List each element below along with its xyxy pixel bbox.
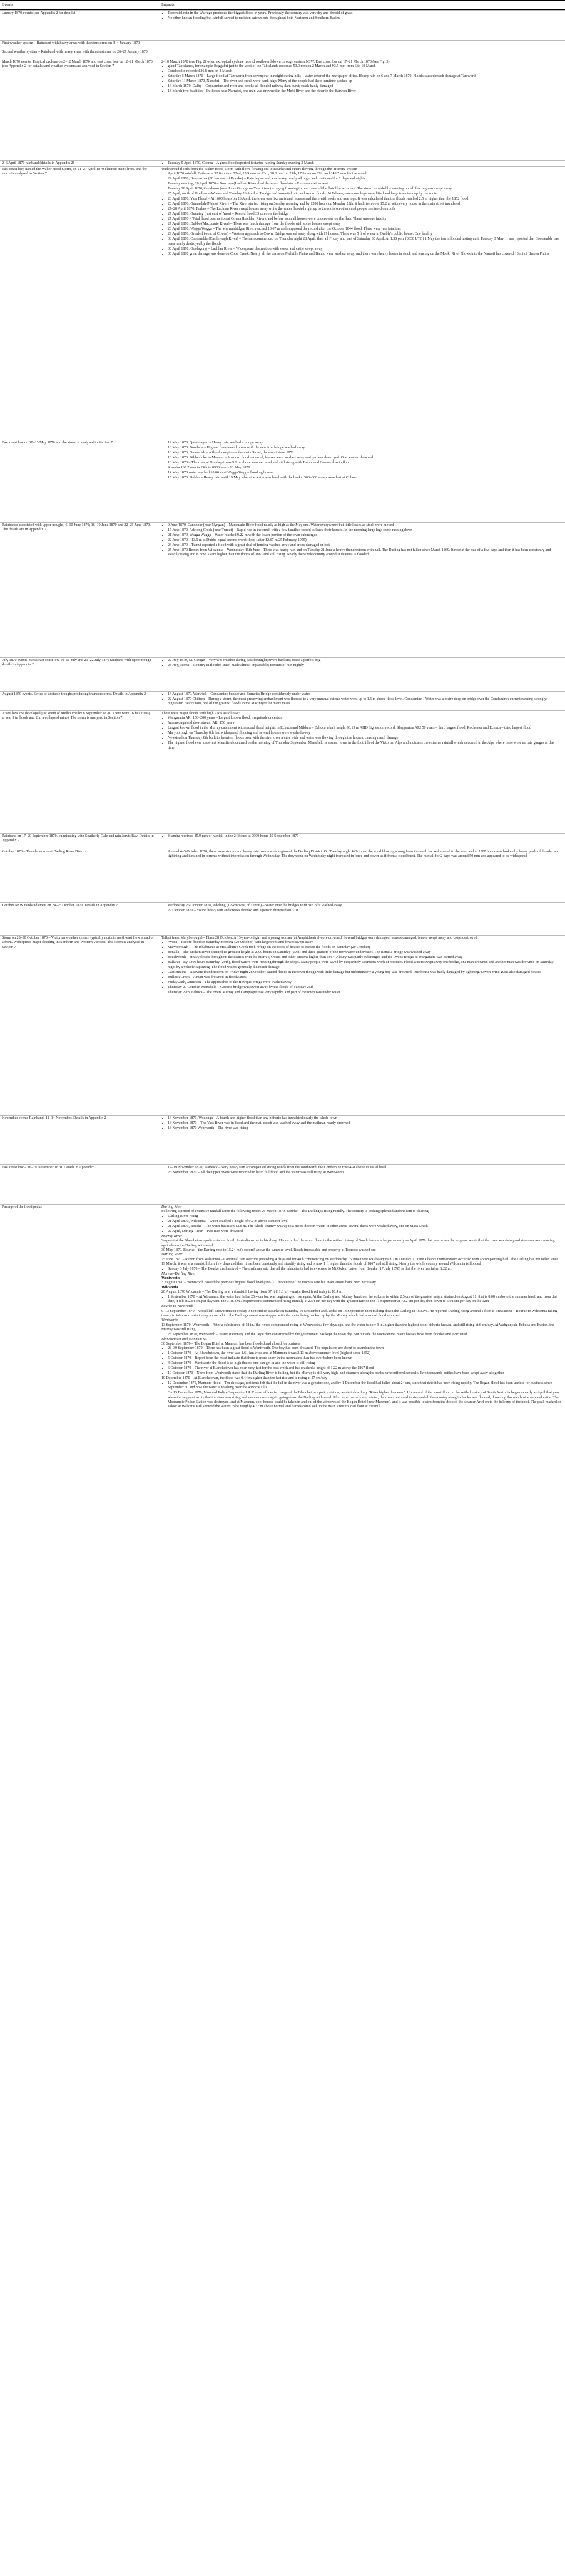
section-subheading: Bourke to Wentworth — [161, 1305, 193, 1309]
impacts-cell — [161, 11, 562, 21]
impact-item: • On 13 December 1870, Mounted Police Sergeant – J.R. Evens, officer in charge of the Blanchetown police station, wrote in his diary "River higher than ever". His record of the worst flood in the settled history of South Australia began as early as April that year when the sergeant wrote that the river was rising and steamers were again going down the Darling with wool. After an extremely wet winter, the river continued to rise and all the country along its banks was flooded, drowning thousands of sheep and cattle. The Moorundie Police Station was destroyed, and at Mannum, cool houses could be taken in and out of the windows of the Bogan Hotel (near Mannum), and it was possible to step from the deck of the steamer Ariel on to the balcony of the hotel. The peak marked on a door at Walker's Mill showed the waters to be roughly 4.37 m above normal and barges could sail up the main street to load flour at the mill — [168, 1391, 562, 1410]
impact-item: • 17 June 1870, Adelong Creek (near Tumut) – Rapid rise in the creek with a few families forced to leave their houses. In the morning large logs came rushing down — [168, 528, 562, 533]
impact-paragraph: 30 September 1870 – The Bogan Hotel at Mannum has been flooded and closed for business — [161, 1341, 301, 1346]
impact-item: • Condobolin recorded 36.8 mm on 8 March — [168, 69, 562, 74]
impact-item: • 12 December 1870, Mannum flood – Ten days ago, residents felt that the fall in the river was a genuine one, and by 1 December the flood had fallen about 24 cm, since that date it has been rising rapidly. The Bogan Hotel has been useless for business since September 30 and now the water is washing over the window sills — [168, 1381, 562, 1391]
impact-item: • 6 October 1870 – The river at Blanchetown has risen very fast for the past week and has reached a height of 1.22 m above the 1867 flood — [168, 1366, 562, 1371]
event-cell: August 1870 events. Series of unstable troughs producing thunderstorms. Details in Appendix 2 — [2, 692, 146, 696]
impact-list — [161, 834, 562, 839]
impact-item: • Torrential rain in the Warrego produced the biggest flood in years. Previously the country was very dry and devoid of grass — [168, 11, 562, 16]
impact-item: • Kiandra received 85.9 mm of rainfall in the 24 hours to 0900 hours 20 September 1870 — [168, 834, 562, 839]
impact-paragraph: 3 August 1870 – Wentworth passed the previous highest flood level (1867). The centre of the town is safe but evacuations have been necessary — [161, 1281, 376, 1285]
impact-item: • 21 April 1870, Bourke – The water has risen 12.8 m. The whole country was up to a metre deep in water. In other areas, several dams were washed away, one on Mara Creek — [168, 1225, 562, 1229]
impacts-cell — [161, 523, 562, 558]
impact-item: • Wangaratta ARI 150–200 years – Largest known flood, magnitude uncertain — [168, 716, 562, 720]
impact-paragraph: 9–13 September 1870 – Vessel left Brewarrina on Friday 9 September, Bourke on Saturday 10 September and Jandra on 13 September, then making down the Darling in 16 days. He reported Darling rising around 1 ft or at Brewarrina – Bourke to Wilcannia falling – thence to Wentworth stationary above which the Darling current was stopped with the water being backed up by the Murray which had a record flood reported — [161, 1309, 561, 1318]
impact-item: • 14 May 1870 water reached 10.06 m at Wagga Wagga flooding houses — [168, 471, 562, 475]
impacts-cell — [161, 168, 562, 257]
event-cell: Passage of the flood peaks — [2, 1205, 42, 1209]
impact-item: • 25 April, north of Goulburn–Wheeo and Tuesday 26 April at Taralga had torrential rain and record floods. At Wheeo, enormous logs were lifted and huge trees torn up by the roots — [168, 192, 562, 196]
impact-list — [161, 1333, 562, 1337]
impact-item: • 9 June 1870, Canonbar (near Nyngan) – Macquarie River flood nearly as high as the May one. Water everywhere but little losses as stock were moved — [168, 523, 562, 528]
impact-list — [161, 1295, 562, 1305]
impact-item: • 26 April 1870, Yass Flood – At 1600 hours on 26 April, the town was like an island, houses and there with roofs and tree tops. It was calculated that the floods reached 2.5 m higher than the 1852 flood — [168, 197, 562, 201]
row-divider — [0, 40, 565, 41]
impact-list — [161, 716, 562, 750]
impact-item: • 16 November 1870 – The Yass River was in flood and the mail coach was washed away and the mailman nearly drowned — [168, 1121, 562, 1126]
impact-item: • 19 October 1870 – News from Wentworth states that the Darling River is falling, but the Murray is still very high, and steamers along the banks have suffered severely. Two thousands bottles have been swept away altogether — [168, 1371, 562, 1376]
impact-item: • Newstead on Thursday 8th built its heaviest floods over with the river over a mile wide and water was flowing through the houses, causing much damage — [168, 736, 562, 740]
impact-item: • 21 June 1870, Wagga Wagga – Water reached 9.22 m with the lower portion of the town submerged — [168, 533, 562, 538]
impacts-cell — [161, 834, 562, 839]
impact-item: • 22 April 1870, Bewrarrina (98 km east of Bourke) – Rain began and was heavy nearly all night and continued for 2 days and nights — [168, 177, 562, 181]
place-heading: Wentworth — [161, 1276, 180, 1281]
section-subheading: Murray–Darling River — [161, 1271, 196, 1276]
event-cell: January 1870 events (see Appendix 2 for details) — [2, 11, 76, 15]
event-cell: A 986 hPa low developed just south of Melbourne by 8 September 1870. There were 16 fatalities (7 at sea, 9 in floods and 2 in a collapsed mine). The storm is analysed in Section 7 — [2, 712, 152, 720]
impact-paragraph: 2–10 March 1870 (see Fig. 2) when extropical cyclone moved southward down through eastern NSW. East coast low on 17–21 March 1870 (see Fig. 3) — [161, 60, 390, 64]
impact-item: • Saturday 5 March 1870 – Large flood at Tamworth from downpour in neighbouring hills – water entered the newspaper office. Heavy rain on 6 and 7 March 1870. Floods caused much damage at Tamworth — [168, 74, 562, 79]
impact-list — [161, 11, 562, 21]
impact-item: • 30 April 1870, Coonamble (Castlereagh River) – The rain commenced on Thursday night 28 April, then all Friday and part of Saturday 30 April. At 1.30 p.m. (0330 UTC) 1 May the town flooded lasting until Tuesday 3 May. It was reported that Coonamble has been nearly destroyed by the floods — [168, 237, 562, 246]
impact-item: • 14 March 1870, Dalby – Condamine and river and creeks all flooded railway dam burst; roads badly damaged — [168, 84, 562, 89]
event-cell: July 1870 events. Weak east coast low 10–16 July and 21–22 July 1870 rainband with upper trough details in Appendix 2 — [2, 659, 151, 667]
impacts-cell — [161, 441, 562, 481]
event-cell: Storm on 28–30 October 1870 – Victorian weather system typically north to north-east flow ahead of a front. Widespread major flooding in Northern and Western Victoria. The storm is analysed in Section 7 — [2, 936, 154, 949]
impact-list — [161, 1166, 562, 1175]
row-divider — [0, 166, 565, 167]
impact-item: • 27 April 1870, Gunning (just east of Yass) – Record flood 33 cm over the bridge — [168, 212, 562, 216]
impact-paragraph: Following a period of extensive rainfall came the following report 26 March 1870, Bourke – The Darling is rising rapidly. The country is looking splendid and the rain is clearing — [161, 1210, 429, 1214]
impact-item: • 25 June 1870 Report from Wilcannia – Wednesday 15th June – There was heavy rain and on Tuesday 21 June a heavy thunderstorm with hail. The Darling has not fallen since March 1869. It rose at the rate of a few days and then it has been constantly and steadily rising and is now 33 cm higher than the floods of 1867 and still rising. Nearly the whole country around Wilcannia is flooded — [168, 548, 562, 558]
impact-item: • Tuesday 5 April 1870, Cooma – A great flood reported it started raining Sunday evening 3 March — [168, 161, 562, 166]
row-divider — [0, 1204, 565, 1205]
impact-item: • The highest flood ever known at Mansfield occurred on the morning of Thursday September. Mansfield is a small town in the foothills of the Victorian Alps and indicates the extreme rainfall which occurred in the Alps where there were no rain gauges at that time — [168, 741, 562, 750]
impact-item: • Castlemaine – A severe thunderstorm on Friday night 28 October caused floods in the town though with little damage but unfortunately a young boy was drowned. One house was badly damaged by lightning. Severe wind gusts also damaged houses — [168, 971, 562, 975]
impacts-cell — [161, 1116, 562, 1131]
impacts-cell — [161, 1205, 562, 1410]
impact-item: • Thursday 27th, Echuca – The rivers Murray and Campaspe rose very rapidly, and part of the town was under water — [168, 991, 562, 995]
impacts-cell — [161, 850, 562, 859]
impact-item: • 27 April 1870, Dubbo (Macquarie River) – There was much damage from the floods with some houses swept away — [168, 222, 562, 226]
impact-list — [161, 1346, 562, 1376]
section-subheading: Wentworth — [161, 1318, 178, 1323]
impact-list — [161, 659, 562, 668]
impact-paragraph: 25 June 1870 – Report from Wilcannia – Continual rain over the preceding 4 days and for 48 h commencing on Wednesday 15 June there was heavy rain. On Tuesday 21 June a heavy thunderstorm occurred with accompanying hail. The Darling has not fallen since 19 March; it was at a standstill for a few days and then it has been constantly and steadily rising and is now 1 ft higher than the floods of 1867 and still rising. Nearly the whole country around Wilcannia is flooded — [161, 1257, 559, 1266]
impact-item: • 15 May 1870, Dubbo – Heavy rain until 19 May when the water was level with the banks. 500–600 sheep were lost at Colane — [168, 476, 562, 480]
impact-list — [161, 1215, 562, 1234]
section-subheading: Murray River — [161, 1234, 182, 1238]
impact-item: • 24 June 1870 – Tumut reported a flood with a great deal of fencing washed away and crops damaged or lost — [168, 543, 562, 548]
impacts-cell — [161, 904, 562, 914]
impact-paragraph: Widespread floods from the Walter Hood Storm with flows flowing out to Bourke and others flowing through the Riverina system — [161, 168, 357, 171]
row-divider — [0, 710, 565, 711]
impact-item: • Yarrawonga and downstream ARI 150 years — [168, 721, 562, 725]
impact-item: • Bullock Creek – A man was drowned in floodwaters — [168, 976, 562, 980]
impact-item: • 1 October 1870 – At Blanchetown, the river was 1.61-km wide and at Mannum it was 2.13 m above summer level (highest since 1852) — [168, 1351, 562, 1356]
impact-item: • 14 November 1870, Wodonga – A fourth and higher flood than any hitherto has inundated nearly the whole town — [168, 1116, 562, 1121]
impact-list — [161, 850, 562, 859]
impact-item: • Beechworth – Heavy floods throughout the district with the Murray, Ovens and other streams higher than 1867. Albury was partly submerged and the Ovens Bridge at Wangaratta was carried away — [168, 956, 562, 960]
impact-paragraph: Sergeant at the Blanchetown police station South Australia wrote in his diary: His record of the worst flood in the settled history of South Australia began as early as April 1870 that year when the sergeant wrote that the river was rising and steamers were moving again down the Darling with wool — [161, 1239, 555, 1248]
row-divider — [0, 1164, 565, 1165]
impact-item: • 12 May 1870, Queanbeyan – Heavy rain washed a bridge away — [168, 441, 562, 445]
impact-item: • Largest known flood in the Murray catchment with record flood heights in Echuca and Mildura – Echuca wharf height 96.19 m AHD highest on record; Shepparton ARI 50 years – third largest flood; Rochester and Echuca – third largest flood — [168, 726, 562, 730]
impacts-cell — [161, 659, 562, 669]
impact-paragraph: 10 December 1870 – At Blanchetown, the flood was 0.44 m higher than the last rise and is rising at 27 cm/day — [161, 1376, 327, 1381]
impact-item: • Friday 28th, Jamieson – The approaches to the Howqua-bridge were washed away — [168, 981, 562, 985]
impact-item: • No other known flooding but rainfall served to moisten catchments throughout both Northern and Southern Basins — [168, 16, 562, 21]
impacts-cell — [161, 60, 562, 94]
impacts-cell — [161, 1166, 562, 1176]
event-cell: East coast low – 16–19 November 1870. Details in Appendix 2 — [2, 1166, 97, 1169]
impact-paragraph: Talbot (near Maryborough) – Flash 28 October. A 13-year-old girl and a young woman (at Amphitheatre) were drowned. Several bridges were damaged, houses damaged, fences swept away and crops destroyed — [161, 936, 477, 940]
impact-item: • Wednesday 26 October 1870, Adelong (12-km west of Tumut) – Water over the bridges with part of it washed away — [168, 904, 562, 908]
impact-item: • Kiandra 139.7 mm in 24 h to 0900 hours 13 May 1870 — [168, 466, 562, 470]
impact-item: • 13 May 1870, Bombala – Highest flood ever known with the new iron bridge washed away — [168, 446, 562, 450]
impact-item: • Maryborough – The inhabitants at McCallum's Creek took refuge on the roofs of houses to escape the floods on Saturday (29 October) — [168, 946, 562, 950]
row-divider — [0, 522, 565, 523]
impact-item: • April 1870 rainfall, Bathurst – 32.0 mm on 22nd, 25.9 mm on 23rd, 20.3 mm on 25th, 17.8 mm on 27th and 143.7 mm for the month — [168, 172, 562, 176]
row-divider — [0, 657, 565, 658]
impact-item: • 4 October 1870 – Wentworth the flood is so high that no one can get in and the water is still rising — [168, 1361, 562, 1366]
impact-item: • 23 September 1870, Wentworth – Water stationary and the large dam constructed by the government has kept the town dry. But outside the town centre, many houses have been flooded and evacuated — [168, 1333, 562, 1337]
impact-paragraph: 20 August 1870 Wilcannia – The Darling is at a standstill having risen 37 ft (11.3 m) – major flood level today is 10.4 m — [161, 1290, 342, 1295]
impact-item: • 22 August 1870 Chiltern – During a storm, the most preserving embankment was flooded to a very unusual extent; water went up to 1.5 m above flood level. Condamine – Water was a metre deep on bridge over the Condamine; current running strongly; highwater. Heavy rain, one of the greatest floods in the Macintyre for many years — [168, 697, 562, 707]
impact-paragraph: 30 May 1870, Bourke – the Darling rose to 15.24 m (a record) above the summer level. Roads impassable and property at Toorooo washed out — [161, 1248, 376, 1253]
impact-list — [161, 692, 562, 707]
impact-list — [161, 441, 562, 480]
impact-item: • 17–19 November 1870, Warwick – Very heavy rain accompanied strong winds from the southward; the Condamine rose 4–8 above its usual level — [168, 1166, 562, 1170]
impact-item: • Maryborough on Thursday 8th had widespread flooding and several houses were washed away — [168, 731, 562, 735]
impacts-column-header: Impacts — [161, 3, 175, 7]
impact-item: • Around 4–5 October 1870, there were storms and heavy rain over a wide region of the Darling District. On Tuesday night 4 October, the wind blowing strong from the north backed around to the west and at 1500 hours was broken by heavy peals of thunder and lightning and it rained in torrents without intermission through Wednesday. The downpour on Wednesday night increased in force and power as if from a cloud burst. The rainfall for 2 days was around 50 mm and appeared to be widespread — [168, 850, 562, 859]
event-cell: October 1870 – Thunderstorms at Darling River District — [2, 850, 87, 854]
impact-item: • 22 July 1870, St. George – Very wet weather during past fortnight; rivers bankers; roads a perfect bog — [168, 659, 562, 663]
event-cell: First weather system – Rainband with heavy areas with thunderstorms on 3–4 January 1870 — [2, 41, 140, 45]
impact-item: • Avoca – Record flood on Saturday morning (29 October) with large trees and fences swept away — [168, 941, 562, 945]
impact-item: • 18 November 1870 Wentworth – The river was rising — [168, 1126, 562, 1131]
event-cell: East coast low on 10–13 May 1870 and the storm is analysed in Section 7 — [2, 441, 113, 445]
section-subheading: Darling River — [161, 1253, 183, 1257]
event-cell: March 1870 events. Tropical cyclone on 2–12 March 1870 and east coast low on 12–21 March 1870 (see Appendix 2 for details) and weather systems are analysed in Section 7 — [2, 60, 153, 69]
impact-paragraph: 13 September 1870, Wentworth – After a subsidence of 18 in., the rivers commenced rising at Wentworth a few days ago, and the water is now 9 in. higher than the highest point hitherto known, and still rising at 6 cm/day. At Wahgunyah, Echuca and Euston, the Murray was still rising — [161, 1323, 554, 1332]
impacts-cell — [161, 692, 562, 707]
impacts-cell — [161, 161, 562, 166]
impact-item: • 21 April 1870, Wilcannia – Water reached a height of 9.2 m above summer level — [168, 1220, 562, 1224]
impact-list — [161, 904, 562, 913]
event-cell: October NSW rainband event on 24–25 October 1870. Details in Appendix 2 — [2, 904, 118, 907]
impact-item: • 22 June 1870 – 13.9 m at Dubbo equal second worst flood (after 12.67 m 25 February 1955) — [168, 538, 562, 543]
impact-item: • 26 November 1870 – All the upper rivers were reported to be in full flood and the water was still rising at Wentworth — [168, 1171, 562, 1175]
impact-item: • Ballarat – By 1300 hours Saturday (29th), flood waters were running through the shops. Many people were saved by desperately strenuous work of rescuers. Flood waters swept away one bridge, one man drowned and another man was drowned on Saturday night by a vehicle capsizing. The flood waters generally did much damage — [168, 961, 562, 970]
impact-list — [161, 161, 562, 166]
impact-item: • 13 May 1870, Gunnedah – A flood swept over the main Street, the worst since 1852 — [168, 451, 562, 455]
impact-item: • gland Tablelands, for example Boggabri just to the west of the Tablelands recorded 53.0 mm on 2 March and 93.5 mm from 6 to 10 March — [168, 64, 562, 69]
impacts-cell — [161, 936, 562, 996]
impact-item: • 14 August 1870, Warwick – Condamine bunker and Burnett's Bridge considerably under water — [168, 692, 562, 697]
impact-item: • 13 May 1870, Bibbenluke in Monaro – A record flood occurred, houses were washed away and gardens destroyed. One woman drowned — [168, 456, 562, 460]
event-cell: 2–6 April 1870 rainband (details in Appendix 2) — [2, 161, 74, 165]
row-divider — [0, 1115, 565, 1116]
impact-item: • 28–30 September 1870 – There has been a great flood at Wentworth. One boy has been drowned. The population are about to abandon the town — [168, 1346, 562, 1351]
row-divider — [0, 935, 565, 936]
row-divider — [0, 160, 565, 161]
row-divider — [0, 10, 565, 11]
impact-item: • 26 April 1870, Gunnedah (Namoi River) – The River started rising on Sunday morning and by 1200 hours on Monday 25th, it had risen over 15.2 m with every house in the main street inundated — [168, 202, 562, 206]
impact-item: • 29 October 1870 – Young heavy rain and creeks flooded and a person drowned on 31st — [168, 909, 562, 913]
impact-item: • Tuesday evening, 26 April 1870 – Burrowa (Lachlan River) had the worst flood since European settlement — [168, 182, 562, 186]
table-header — [0, 0, 565, 10]
row-divider — [0, 833, 565, 834]
events-column-header: Events — [2, 3, 13, 7]
impact-item: • 13 May 1870 – The river at Gundagai was 9.1 m above summer level and still rising with Tumut and Cooma also in flood — [168, 461, 562, 465]
impact-item: • 30 April 1870, Goolagong – Lachlan River – Widespread destruction with stores and cattle swept away — [168, 247, 562, 251]
impact-paragraph: There were major floods with high ARIs as follows: — [161, 712, 240, 715]
impact-item: • Thursday 27 October, Mansfield – Goverts bridge was swept away by the floods of Tuesday 25th — [168, 986, 562, 990]
impact-item: • Sunday 3 July 1870 – The Bourke mail arrived – The mailman said that all the inhabitants had to evacuate to Mt Oxley. Latest from Bourke (17 July 1870) is that the river has fallen 1.22 m. — [168, 1267, 562, 1271]
impact-item: • 30 April 1870 great damage was done on Coo's Creek. Nearly all the dams on Melville Plains and Bando were washed away, and there were heavy losses in stock and fencing on the Mooki River (flows into the Namoi) has covered 13 mi of Breeza Plains — [168, 252, 562, 256]
section-subheading: Blanchetown and Mannum SA — [161, 1337, 207, 1341]
impact-list — [161, 1116, 562, 1131]
row-divider — [0, 902, 565, 903]
section-subheading: Darling River — [161, 1205, 183, 1209]
impact-list — [161, 172, 562, 256]
row-divider — [0, 691, 565, 692]
impact-item: • Benalla – The Broken River attained its greatest height at 2000 hours on Saturday (29th) and three quarters of the town were underwater. The Benalla bridge was washed away — [168, 951, 562, 955]
impact-item: • 1 September 1870 – At Wilcannia, the water had fallen 25.4 cm but was beginning to rise again. At the Darling and Murray Junction, the volume is within 2.5 cm of the greatest height attained on August 11, that is 8.08 m above the summer level, and from that date, it fell at 2.54 cm per day until the 31st. On 3 September it commenced rising initially at 2.54 cm per day with the greatest rate on the 11 September at 7.62 cm per day then down to 5.08 cm per day on the 12th — [168, 1295, 562, 1305]
impact-item: • 18 March two fatalities – In floods near Narrabri, one man was drowned in the Mehi River and the other in the Barwon River — [168, 89, 562, 94]
impact-item: • 28 April 1870, Wagga Wagga – The Murrumbidgee River reached 10.67 m and surpassed the record after the October 1844 flood. There were two fatalities — [168, 227, 562, 231]
impact-item: • 27 April 1870 – Total flood destruction at Cowra (Lachlan River), and before soon all houses were underwater on the flats. There was one fatality — [168, 217, 562, 221]
impact-list — [161, 523, 562, 558]
impact-list — [161, 64, 562, 94]
event-cell: East coast low, named the Walter Hood Storm, on 21–27 April 1870 claimed many lives, and the storm is analysed in Section 7 — [2, 168, 147, 176]
impact-item: • 22 April, Darling River – Two men were drowned — [168, 1230, 562, 1234]
impact-list — [161, 1381, 562, 1410]
place-heading: Wilcannia — [161, 1285, 178, 1290]
impact-item: • 27–28 April 1870, Forbes – The Lachlan River swept houses away while the water flooded right up to the roofs on others and people sheltered on roofs — [168, 207, 562, 211]
impact-item: • Darling River rising — [168, 1215, 562, 1219]
impact-item: • Saturday 11 March 1870, Narrabri – The river and creek were bank high. Many of the people had their furniture packed up — [168, 79, 562, 84]
event-cell: Second weather system – Rainband with heavy areas with thunderstorms on 26–27 January 1870 — [2, 50, 148, 54]
impact-list — [161, 1267, 562, 1271]
impact-item: • 23 July, Roma – Country in flooded state; made almost impassable; torrents of rain nightly — [168, 664, 562, 668]
impact-list — [161, 941, 562, 995]
impact-item: • 5 October 1870 – Report from the most indicate that there is more snow in the mountains than has ever before been known — [168, 1356, 562, 1361]
event-cell: November events Rainband: 11–14 November. Details in Appendix 2 — [2, 1116, 106, 1120]
impacts-cell — [161, 712, 562, 751]
impact-item: • Tuesday 26 April 1870, Gundaroo (near Lake George on Yass River) – raging foaming torrent covered the flats like an ocean. The storm subsided by evening but all fencing was swept away — [168, 187, 562, 191]
event-cell: Rainbands associated with upper troughs; 6–10 June 1870; 16–19 June 1870 and 22–25 June 1870. The details are in Appendix 2 — [2, 523, 151, 532]
event-cell: Rainband on 17–20 September 1870, culminating with Southerly Gale and rain Jervis Bay. Details in Appendix 2 — [2, 834, 154, 843]
impact-item: • 29 April 1870, Grenfell (west of Cowra) – Western approach to Cowra Bridge washed away along with 19 houses. There was 5 ft of water in Ombly's public house. One fatality — [168, 232, 562, 236]
